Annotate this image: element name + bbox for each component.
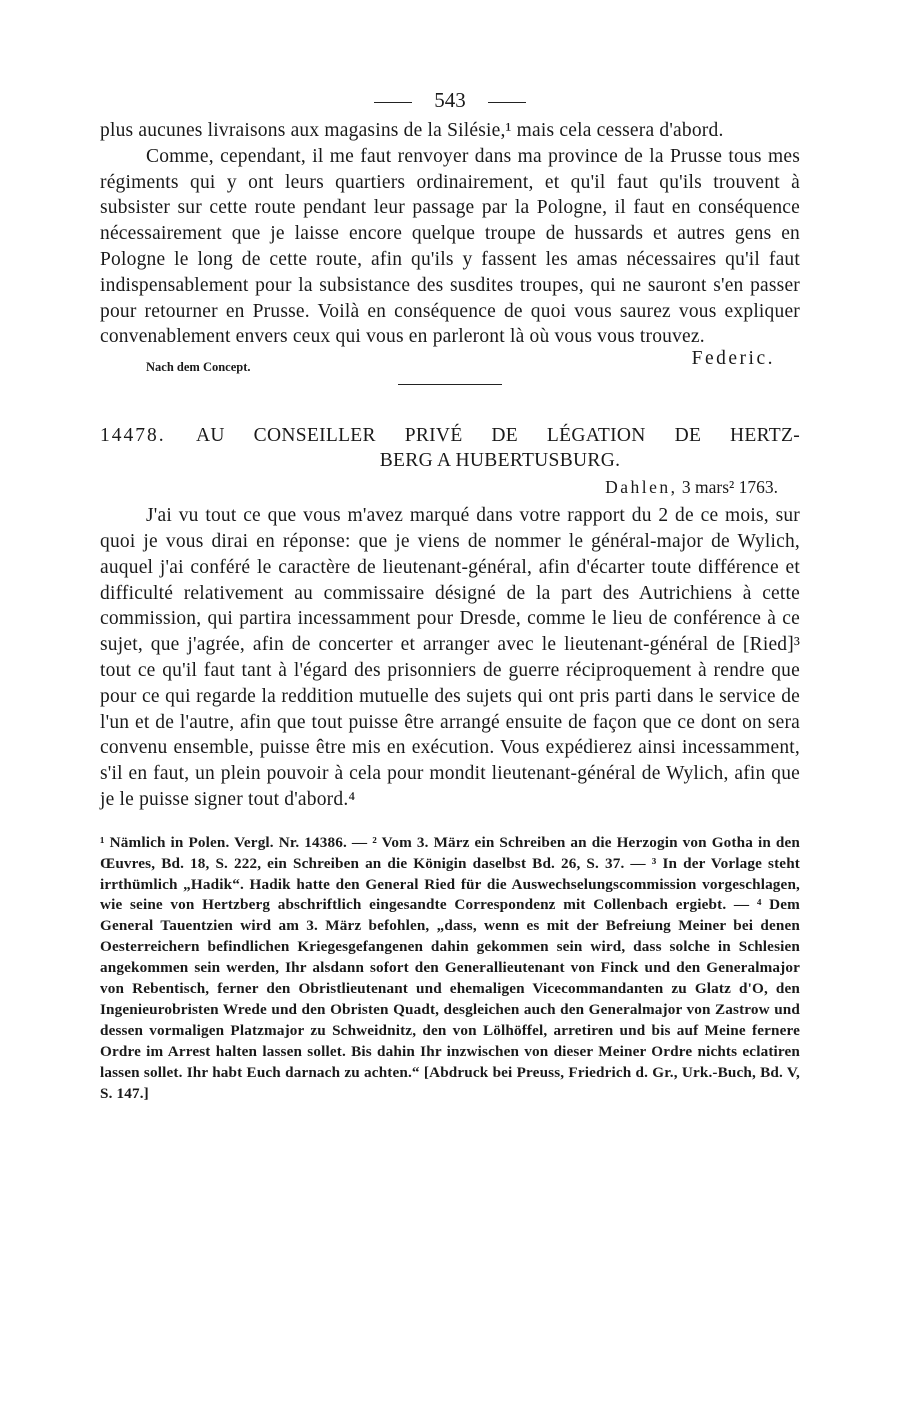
dateline — [100, 477, 800, 503]
continuation-paragraph: plus aucunes livraisons aux magasins de la Silésie,¹ mais cela cessera d'abord. — [100, 120, 724, 141]
letter-title-line1: AU CONSEILLER PRIVÉ DE LÉGATION DE HERTZ- — [196, 425, 800, 447]
source-note: Nach dem Concept. — [146, 360, 251, 375]
header-rule-left — [374, 102, 412, 103]
closing-row — [100, 350, 800, 378]
letter-heading — [100, 423, 800, 473]
document-page — [100, 88, 800, 1105]
signature: Federic. — [691, 348, 775, 370]
date-text: 3 mars² 1763. — [681, 477, 778, 498]
letter-number: 14478. — [100, 425, 166, 447]
letter-title-line2: BERG A HUBERTUSBURG. — [379, 450, 621, 472]
letter-body: J'ai vu tout ce que vous m'avez marqué dans votre rapport du 2 de ce mois, sur quoi je vous dirai en réponse: que je viens de nommer le général-major de Wylich, auquel j'ai conféré le caractère de lieutenant-général, afin d'écarter toute différence et difficulté relativement au commissaire désigné de la part des Autrichiens à cette commission, qui partira incessamment pour Dresde, comme le lieu de conférence à ce sujet, que j'agrée, afin de concerter et arranger avec le lieutenant-général de [Ried]³ tout ce qu'il faut tant à l'égard des prisonniers de guerre réciproquement à rendre que pour ce qui regarde la reddition mutuelle des sujets qui ont pris parti dans le service de l'un et de l'autre, afin que tout puisse être arrangé ensuite de façon que ce dont on sera convenu ensemble, puisse être mis en exécution. Vous expédierez ainsi incessamment, s'il en faut, un plein pouvoir à cela pour mondit lieutenant-général de Wylich, afin que je le puisse signer tout d'abord.⁴ — [100, 505, 800, 810]
date-place: Dahlen, — [605, 477, 678, 498]
page-header — [100, 88, 800, 118]
footnotes: ¹ Nämlich in Polen. Vergl. Nr. 14386. — ² Vom 3. März ein Schreiben an die Herzogin von Gotha in den Œuvres, Bd. 18, S. 222, ein Schreiben an die Königin daselbst Bd. 26, S. 37. — ³ In der Vorlage steht irrthümlich „Hadik“. Hadik hatte den General Ried für die Auswechselungscommission vorgeschlagen, wie seine von Hertzberg abschriftlich eingesandte Correspondenz mit Collenbach ergiebt. — ⁴ Dem General Tauentzien wird am 3. März befohlen, „dass, wenn es mit der Befreiung Meiner bei denen Oesterreichern befindlichen Kriegesgefangenen dahin gekommen sein wird, dass solche in Schlesien angekommen sein werden, Ihr alsdann sofort den Generallieutenant von Finck und den Generalmajor von Rebentisch, ferner den Obristlieutenant und ehemaligen Vicecommandanten zu Glatz d'O, den Ingenieurobristen Wrede und den Obristen Quadt, desgleichen auch den Generalmajor von Zastrow und dessen vormaligen Platzmajor zu Schweidnitz, den von Lölhöffel, arretiren und bis auf Meine fernere Ordre im Arrest halten lassen sollet. Bis dahin Ihr inzwischen von dieser Meiner Ordre nichts eclatiren lassen sollet. Ihr habt Euch darnach zu achten.“ [Abdruck bei Preuss, Friedrich d. Gr., Urk.-Buch, Bd. V, S. 147.] — [100, 833, 800, 1102]
section-divider — [398, 384, 502, 385]
header-rule-right — [488, 102, 526, 103]
page-number: 543 — [434, 88, 466, 112]
letter-paragraph: Comme, cependant, il me faut renvoyer dans ma province de la Prusse tous mes régiments qui y ont leurs quartiers ordinairement, et qu'il faut qu'ils trouvent à subsister sur cette route pendant leur passage par la Pologne, il faut en conséquence nécessairement que je laisse encore quelque troupe de hussards et autres gens en Pologne le long de cette route, afin qu'ils y fassent les amas nécessaires qu'il faut indispensablement pour la subsistance des susdites troupes, qui ne sauront s'en passer pour retourner en Prusse. Voilà en conséquence de quoi vous saurez vous expliquer convenablement envers ceux qui vous en parleront là où vous vous trouvez. — [100, 145, 800, 348]
